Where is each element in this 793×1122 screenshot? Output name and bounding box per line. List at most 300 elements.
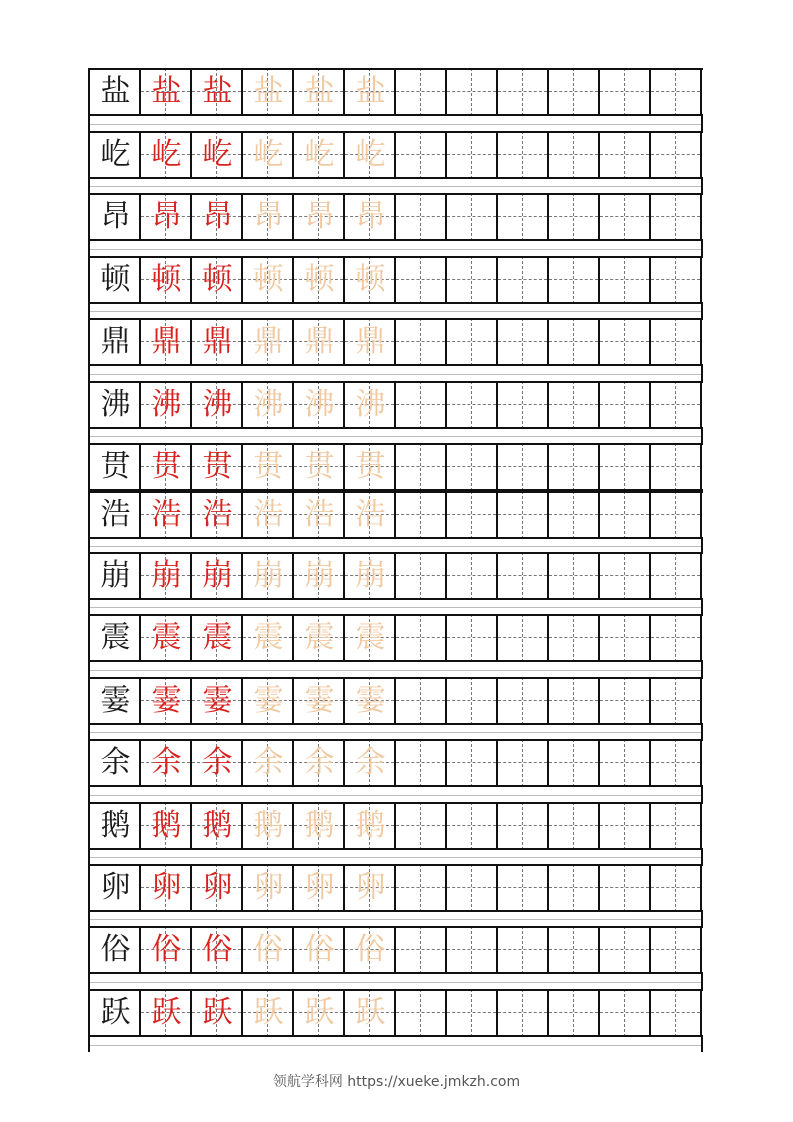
faint-cell bbox=[243, 381, 294, 429]
blank-practice-cell bbox=[447, 739, 498, 787]
faint-cell bbox=[294, 193, 345, 241]
blank-practice-cell bbox=[447, 131, 498, 179]
row-separator bbox=[88, 1037, 703, 1052]
trace-cell bbox=[192, 491, 243, 539]
faint-trace-character: 震 bbox=[355, 620, 386, 655]
cell-border bbox=[651, 68, 702, 116]
blank-practice-cell bbox=[600, 552, 651, 600]
cell-border bbox=[396, 131, 447, 179]
cell-border bbox=[498, 256, 549, 304]
trace-cell bbox=[141, 677, 192, 725]
model-character: 震 bbox=[100, 620, 131, 655]
blank-practice-cell bbox=[600, 989, 651, 1037]
trace-cell bbox=[141, 381, 192, 429]
blank-practice-cell bbox=[498, 802, 549, 850]
practice-row bbox=[88, 677, 703, 725]
trace-cell bbox=[192, 614, 243, 662]
guide-line-vertical bbox=[522, 926, 523, 974]
blank-practice-cell bbox=[651, 677, 702, 725]
blank-practice-cell bbox=[498, 443, 549, 491]
guide-line-vertical bbox=[471, 864, 472, 912]
faint-cell bbox=[345, 443, 396, 491]
practice-row bbox=[88, 802, 703, 850]
guide-line-vertical bbox=[624, 193, 625, 241]
faint-trace-character: 跃 bbox=[253, 995, 284, 1030]
blank-practice-cell bbox=[549, 318, 600, 366]
trace-cell bbox=[141, 802, 192, 850]
blank-practice-cell bbox=[396, 926, 447, 974]
practice-row bbox=[88, 318, 703, 366]
guide-line-vertical bbox=[522, 381, 523, 429]
blank-practice-cell bbox=[600, 131, 651, 179]
cell-border bbox=[396, 614, 447, 662]
faint-trace-character: 屹 bbox=[304, 137, 335, 172]
guide-line-vertical bbox=[624, 614, 625, 662]
cell-border bbox=[651, 193, 702, 241]
cell-border bbox=[651, 131, 702, 179]
faint-trace-character: 霎 bbox=[355, 683, 386, 718]
cell-border bbox=[498, 802, 549, 850]
trace-cell bbox=[192, 552, 243, 600]
blank-practice-cell bbox=[549, 677, 600, 725]
cell-border bbox=[549, 614, 600, 662]
guide-line-vertical bbox=[573, 318, 574, 366]
trace-cell bbox=[192, 989, 243, 1037]
guide-line-vertical bbox=[471, 443, 472, 491]
guide-line-vertical bbox=[573, 739, 574, 787]
cell-border bbox=[600, 491, 651, 539]
separator-line bbox=[90, 546, 701, 547]
model-character: 鹅 bbox=[100, 808, 131, 843]
guide-line-vertical bbox=[471, 739, 472, 787]
guide-line-vertical bbox=[471, 491, 472, 539]
guide-line-vertical bbox=[420, 443, 421, 491]
practice-row bbox=[88, 68, 703, 116]
cell-border bbox=[549, 864, 600, 912]
cell-border bbox=[600, 318, 651, 366]
guide-line-vertical bbox=[420, 614, 421, 662]
blank-practice-cell bbox=[600, 193, 651, 241]
faint-cell bbox=[294, 926, 345, 974]
cell-border bbox=[549, 256, 600, 304]
cell-border bbox=[447, 131, 498, 179]
trace-character: 浩 bbox=[151, 497, 182, 532]
blank-practice-cell bbox=[600, 491, 651, 539]
separator-line bbox=[90, 186, 701, 187]
guide-line-vertical bbox=[675, 864, 676, 912]
guide-line-vertical bbox=[675, 989, 676, 1037]
cell-border bbox=[396, 68, 447, 116]
faint-cell bbox=[345, 491, 396, 539]
faint-trace-character: 鼎 bbox=[304, 324, 335, 359]
faint-trace-character: 浩 bbox=[253, 497, 284, 532]
faint-cell bbox=[294, 68, 345, 116]
faint-trace-character: 霎 bbox=[304, 683, 335, 718]
blank-practice-cell bbox=[651, 318, 702, 366]
faint-trace-character: 浩 bbox=[355, 497, 386, 532]
blank-practice-cell bbox=[447, 318, 498, 366]
trace-character: 跃 bbox=[202, 995, 233, 1030]
model-cell bbox=[90, 68, 141, 116]
trace-character: 俗 bbox=[151, 932, 182, 967]
blank-practice-cell bbox=[396, 491, 447, 539]
blank-practice-cell bbox=[396, 677, 447, 725]
guide-line-vertical bbox=[573, 926, 574, 974]
trace-character: 鼎 bbox=[151, 324, 182, 359]
cell-border bbox=[651, 318, 702, 366]
faint-trace-character: 顿 bbox=[253, 262, 284, 297]
blank-practice-cell bbox=[447, 864, 498, 912]
model-character: 俗 bbox=[100, 932, 131, 967]
faint-cell bbox=[294, 552, 345, 600]
blank-practice-cell bbox=[600, 677, 651, 725]
faint-cell bbox=[243, 318, 294, 366]
cell-border bbox=[447, 802, 498, 850]
blank-practice-cell bbox=[549, 68, 600, 116]
cell-border bbox=[447, 318, 498, 366]
guide-line-vertical bbox=[573, 256, 574, 304]
blank-practice-cell bbox=[447, 443, 498, 491]
faint-cell bbox=[243, 256, 294, 304]
blank-practice-cell bbox=[447, 926, 498, 974]
separator-line bbox=[90, 374, 701, 375]
trace-cell bbox=[192, 256, 243, 304]
blank-practice-cell bbox=[549, 381, 600, 429]
model-cell bbox=[90, 864, 141, 912]
blank-practice-cell bbox=[600, 443, 651, 491]
blank-practice-cell bbox=[498, 318, 549, 366]
model-character: 浩 bbox=[100, 497, 131, 532]
cell-border bbox=[651, 926, 702, 974]
trace-character: 昂 bbox=[151, 199, 182, 234]
guide-line-vertical bbox=[624, 802, 625, 850]
guide-line-vertical bbox=[675, 193, 676, 241]
blank-practice-cell bbox=[396, 131, 447, 179]
faint-cell bbox=[345, 677, 396, 725]
cell-border bbox=[447, 491, 498, 539]
faint-trace-character: 贯 bbox=[355, 449, 386, 484]
guide-line-vertical bbox=[675, 677, 676, 725]
trace-character: 昂 bbox=[202, 199, 233, 234]
practice-row bbox=[88, 256, 703, 304]
model-character: 卵 bbox=[100, 870, 131, 905]
cell-border bbox=[447, 677, 498, 725]
faint-trace-character: 昂 bbox=[355, 199, 386, 234]
trace-cell bbox=[141, 443, 192, 491]
blank-practice-cell bbox=[549, 131, 600, 179]
blank-practice-cell bbox=[447, 552, 498, 600]
blank-practice-cell bbox=[651, 256, 702, 304]
faint-trace-character: 沸 bbox=[253, 387, 284, 422]
blank-practice-cell bbox=[498, 864, 549, 912]
row-separator bbox=[88, 429, 703, 443]
cell-border bbox=[651, 864, 702, 912]
cell-border bbox=[447, 739, 498, 787]
cell-border bbox=[600, 739, 651, 787]
row-separator bbox=[88, 116, 703, 131]
blank-practice-cell bbox=[549, 926, 600, 974]
cell-border bbox=[549, 552, 600, 600]
guide-line-vertical bbox=[420, 318, 421, 366]
cell-border bbox=[447, 989, 498, 1037]
cell-border bbox=[600, 677, 651, 725]
trace-character: 顿 bbox=[202, 262, 233, 297]
cell-border bbox=[549, 739, 600, 787]
faint-cell bbox=[345, 68, 396, 116]
cell-border bbox=[447, 443, 498, 491]
blank-practice-cell bbox=[651, 739, 702, 787]
cell-border bbox=[396, 318, 447, 366]
trace-character: 卵 bbox=[151, 870, 182, 905]
trace-character: 屹 bbox=[151, 137, 182, 172]
guide-line-vertical bbox=[471, 256, 472, 304]
faint-cell bbox=[243, 68, 294, 116]
faint-cell bbox=[243, 677, 294, 725]
blank-practice-cell bbox=[498, 381, 549, 429]
trace-cell bbox=[141, 68, 192, 116]
faint-trace-character: 鹅 bbox=[253, 808, 284, 843]
faint-trace-character: 鹅 bbox=[355, 808, 386, 843]
faint-trace-character: 盐 bbox=[253, 74, 284, 109]
model-character: 跃 bbox=[100, 995, 131, 1030]
model-character: 霎 bbox=[100, 683, 131, 718]
guide-line-vertical bbox=[522, 739, 523, 787]
cell-border bbox=[396, 193, 447, 241]
guide-line-vertical bbox=[675, 552, 676, 600]
blank-practice-cell bbox=[447, 491, 498, 539]
faint-cell bbox=[294, 318, 345, 366]
cell-border bbox=[498, 677, 549, 725]
blank-practice-cell bbox=[651, 491, 702, 539]
cell-border bbox=[549, 131, 600, 179]
model-cell bbox=[90, 926, 141, 974]
faint-cell bbox=[345, 381, 396, 429]
faint-trace-character: 顿 bbox=[304, 262, 335, 297]
cell-border bbox=[600, 614, 651, 662]
trace-character: 卵 bbox=[202, 870, 233, 905]
model-cell bbox=[90, 739, 141, 787]
blank-practice-cell bbox=[498, 193, 549, 241]
model-cell bbox=[90, 381, 141, 429]
guide-line-vertical bbox=[624, 318, 625, 366]
practice-row bbox=[88, 131, 703, 179]
blank-practice-cell bbox=[447, 677, 498, 725]
blank-practice-cell bbox=[549, 739, 600, 787]
guide-line-vertical bbox=[420, 381, 421, 429]
guide-line-vertical bbox=[675, 256, 676, 304]
cell-border bbox=[651, 381, 702, 429]
cell-border bbox=[498, 491, 549, 539]
cell-border bbox=[396, 677, 447, 725]
faint-cell bbox=[294, 802, 345, 850]
faint-cell bbox=[243, 864, 294, 912]
blank-practice-cell bbox=[549, 491, 600, 539]
guide-line-vertical bbox=[675, 614, 676, 662]
guide-line-vertical bbox=[624, 739, 625, 787]
blank-practice-cell bbox=[549, 256, 600, 304]
practice-row bbox=[88, 552, 703, 600]
faint-cell bbox=[345, 989, 396, 1037]
trace-cell bbox=[192, 677, 243, 725]
model-character: 崩 bbox=[100, 558, 131, 593]
guide-line-vertical bbox=[573, 381, 574, 429]
cell-border bbox=[447, 552, 498, 600]
guide-line-vertical bbox=[471, 614, 472, 662]
guide-line-vertical bbox=[420, 864, 421, 912]
row-separator bbox=[88, 179, 703, 193]
faint-trace-character: 余 bbox=[304, 745, 335, 780]
guide-line-vertical bbox=[624, 256, 625, 304]
cell-border bbox=[396, 989, 447, 1037]
blank-practice-cell bbox=[600, 614, 651, 662]
trace-cell bbox=[141, 739, 192, 787]
guide-line-vertical bbox=[420, 802, 421, 850]
cell-border bbox=[600, 68, 651, 116]
faint-trace-character: 余 bbox=[355, 745, 386, 780]
trace-cell bbox=[192, 193, 243, 241]
trace-character: 顿 bbox=[151, 262, 182, 297]
guide-line-vertical bbox=[420, 552, 421, 600]
cell-border bbox=[396, 491, 447, 539]
trace-character: 俗 bbox=[202, 932, 233, 967]
faint-cell bbox=[243, 926, 294, 974]
cell-border bbox=[651, 739, 702, 787]
blank-practice-cell bbox=[396, 193, 447, 241]
faint-cell bbox=[345, 864, 396, 912]
guide-line-vertical bbox=[420, 926, 421, 974]
cell-border bbox=[651, 256, 702, 304]
model-cell bbox=[90, 802, 141, 850]
trace-cell bbox=[141, 552, 192, 600]
faint-trace-character: 鼎 bbox=[253, 324, 284, 359]
faint-trace-character: 卵 bbox=[253, 870, 284, 905]
row-separator bbox=[88, 304, 703, 318]
guide-line-vertical bbox=[471, 131, 472, 179]
model-character: 沸 bbox=[100, 387, 131, 422]
model-cell bbox=[90, 989, 141, 1037]
cell-border bbox=[396, 256, 447, 304]
faint-cell bbox=[345, 926, 396, 974]
cell-border bbox=[600, 552, 651, 600]
row-separator bbox=[88, 662, 703, 677]
cell-border bbox=[600, 193, 651, 241]
faint-trace-character: 霎 bbox=[253, 683, 284, 718]
separator-line bbox=[90, 919, 701, 920]
practice-row bbox=[88, 864, 703, 912]
faint-trace-character: 跃 bbox=[304, 995, 335, 1030]
cell-border bbox=[549, 926, 600, 974]
faint-cell bbox=[345, 131, 396, 179]
blank-practice-cell bbox=[396, 552, 447, 600]
cell-border bbox=[600, 131, 651, 179]
trace-cell bbox=[192, 68, 243, 116]
cell-border bbox=[651, 552, 702, 600]
faint-cell bbox=[243, 552, 294, 600]
practice-row bbox=[88, 614, 703, 662]
faint-cell bbox=[243, 802, 294, 850]
guide-line-vertical bbox=[471, 193, 472, 241]
cell-border bbox=[498, 989, 549, 1037]
blank-practice-cell bbox=[651, 443, 702, 491]
model-character: 屹 bbox=[100, 137, 131, 172]
separator-line bbox=[90, 249, 701, 250]
trace-character: 鹅 bbox=[202, 808, 233, 843]
faint-cell bbox=[345, 552, 396, 600]
guide-line-vertical bbox=[420, 131, 421, 179]
faint-cell bbox=[243, 443, 294, 491]
faint-trace-character: 崩 bbox=[253, 558, 284, 593]
row-separator bbox=[88, 725, 703, 739]
guide-line-vertical bbox=[420, 256, 421, 304]
faint-cell bbox=[243, 193, 294, 241]
cell-border bbox=[498, 552, 549, 600]
faint-cell bbox=[294, 989, 345, 1037]
guide-line-vertical bbox=[573, 193, 574, 241]
guide-line-vertical bbox=[624, 443, 625, 491]
blank-practice-cell bbox=[549, 552, 600, 600]
cell-border bbox=[549, 381, 600, 429]
blank-practice-cell bbox=[498, 491, 549, 539]
blank-practice-cell bbox=[498, 614, 549, 662]
guide-line-vertical bbox=[624, 677, 625, 725]
guide-line-vertical bbox=[471, 989, 472, 1037]
guide-line-vertical bbox=[573, 614, 574, 662]
faint-trace-character: 俗 bbox=[253, 932, 284, 967]
faint-trace-character: 余 bbox=[253, 745, 284, 780]
separator-line bbox=[90, 857, 701, 858]
blank-practice-cell bbox=[600, 318, 651, 366]
faint-trace-character: 贯 bbox=[253, 449, 284, 484]
cell-border bbox=[498, 739, 549, 787]
faint-cell bbox=[294, 443, 345, 491]
blank-practice-cell bbox=[651, 926, 702, 974]
blank-practice-cell bbox=[396, 318, 447, 366]
trace-character: 余 bbox=[202, 745, 233, 780]
cell-border bbox=[549, 318, 600, 366]
trace-character: 贯 bbox=[151, 449, 182, 484]
faint-trace-character: 顿 bbox=[355, 262, 386, 297]
faint-trace-character: 沸 bbox=[355, 387, 386, 422]
guide-line-vertical bbox=[420, 491, 421, 539]
blank-practice-cell bbox=[396, 68, 447, 116]
trace-cell bbox=[141, 491, 192, 539]
blank-practice-cell bbox=[651, 131, 702, 179]
trace-character: 盐 bbox=[151, 74, 182, 109]
faint-trace-character: 卵 bbox=[304, 870, 335, 905]
model-character: 贯 bbox=[100, 449, 131, 484]
faint-cell bbox=[294, 131, 345, 179]
practice-row bbox=[88, 926, 703, 974]
blank-practice-cell bbox=[549, 864, 600, 912]
guide-line-vertical bbox=[471, 318, 472, 366]
faint-cell bbox=[294, 491, 345, 539]
blank-practice-cell bbox=[600, 381, 651, 429]
cell-border bbox=[498, 68, 549, 116]
blank-practice-cell bbox=[447, 256, 498, 304]
cell-border bbox=[498, 443, 549, 491]
guide-line-vertical bbox=[420, 677, 421, 725]
trace-cell bbox=[192, 739, 243, 787]
guide-line-vertical bbox=[522, 552, 523, 600]
guide-line-vertical bbox=[522, 318, 523, 366]
cell-border bbox=[549, 491, 600, 539]
faint-trace-character: 昂 bbox=[253, 199, 284, 234]
blank-practice-cell bbox=[651, 552, 702, 600]
trace-cell bbox=[141, 318, 192, 366]
guide-line-vertical bbox=[522, 989, 523, 1037]
guide-line-vertical bbox=[675, 318, 676, 366]
trace-character: 跃 bbox=[151, 995, 182, 1030]
